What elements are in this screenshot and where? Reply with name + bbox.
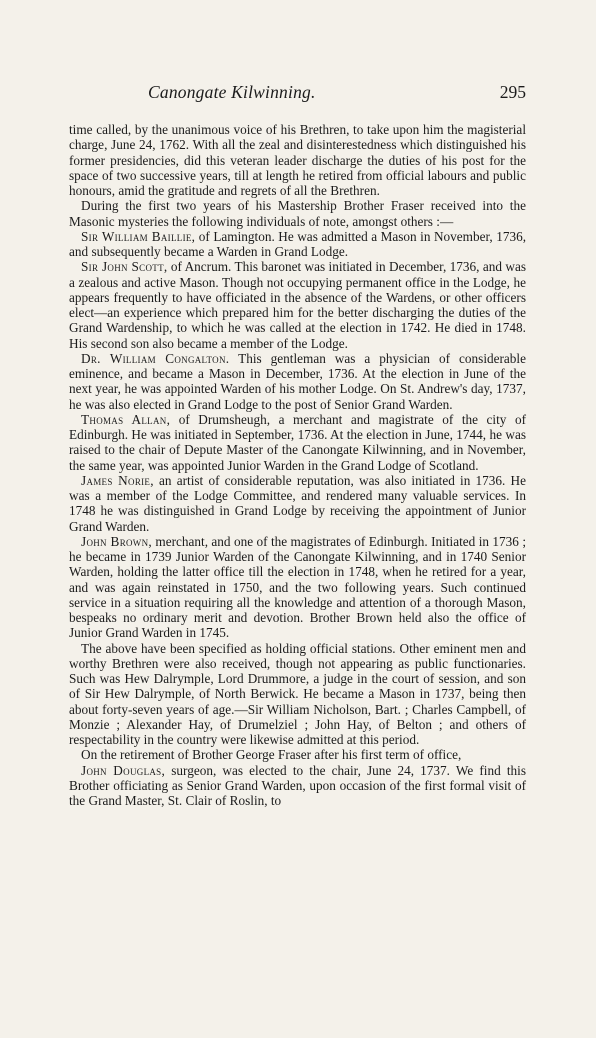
paragraph: Sir William Baillie, of Lamington. He was admitted a Mason in November, 1736, and subsequently became a Warden in Grand Lodge. <box>69 228 527 259</box>
running-title: Canongate Kilwinning. <box>148 82 316 102</box>
person-name: John Brown, <box>81 533 153 549</box>
person-name: Thomas Allan, <box>81 411 171 427</box>
person-name: James Norie, <box>81 472 154 488</box>
paragraph: On the retirement of Brother George Fraser after his first term of office, <box>81 747 462 763</box>
paragraph: John Brown, merchant, and one of the magistrates of Edinburgh. Initiated in 1736 ; he became in 1739 Junior Warden of the Canongate Kilwinning, and in 1740 Senior Warden, holding the latter office till the election in 1748, when he retired for a year, and was again reinstated in 1750, and the two following years. Such continued service in a situation requiring all the knowledge and attention of a thorough Mason, bespeaks no ordinary merit and devotion. Brother Brown held also the office of Junior Grand Warden in 1745. <box>69 533 526 641</box>
paragraph: During the first two years of his Mastership Brother Fraser received into the Masonic mysteries the following individuals of note, amongst others :— <box>69 198 526 229</box>
person-name: Dr. William Congalton. <box>81 350 230 366</box>
person-name: Sir John Scott, <box>81 259 168 275</box>
body-text <box>69 122 526 808</box>
paragraph: John Douglas, surgeon, was elected to the chair, June 24, 1737. We find this Brother officiating as Senior Grand Warden, upon occasion of the first formal visit of the Grand Master, St. Clair of Roslin, to <box>69 762 527 808</box>
page-number: 295 <box>499 82 526 102</box>
person-name: John Douglas, <box>81 762 166 778</box>
paragraph: James Norie, an artist of considerable reputation, was also initiated in 1736. He was a member of the Lodge Committee, and rendered many valuable services. In 1748 he was distinguished in Grand Lodge by receiving the appointment of Junior Grand Warden. <box>69 472 526 534</box>
page-header <box>69 82 526 108</box>
paragraph: Sir John Scott, of Ancrum. This baronet was initiated in December, 1736, and was a zealous and active Mason. Though not occupying permanent office in the Lodge, he appears frequently to have officiated in the absence of the Wardens, or other officers elect—an experience which prepared him for the better discharging the duties of the Grand Wardenship, to which he was called at the election in 1742. He died in 1748. His second son also became a member of the Lodge. <box>69 259 527 351</box>
paragraph: Dr. William Congalton. This gentleman was a physician of considerable eminence, and became a Mason in December, 1736. At the election in June of the next year, he was appointed Warden of his mother Lodge. On St. Andrew's day, 1737, he was also elected in Grand Lodge to the post of Senior Grand Warden. <box>69 350 526 412</box>
paragraph: time called, by the unanimous voice of his Brethren, to take upon him the magisterial charge, June 24, 1762. With all the zeal and disinterestedness which distinguished his former presidencies, did this veteran leader discharge the duties of his post for the space of two successive years, till at length he retired from official labours and public honours, amid the gratitude and regrets of all the Brethren. <box>69 122 526 198</box>
paragraph: The above have been specified as holding official stations. Other eminent men and worthy Brethren were also received, though not appearing as public functionaries. Such was Hew Dalrymple, Lord Drummore, a judge in the court of session, and son of Sir Hew Dalrymple, of North Berwick. He became a Mason in 1737, being then about forty-seven years of age.—Sir William Nicholson, Bart. ; Charles Campbell, of Monzie ; Alexander Hay, of Drumelziel ; John Hay, of Belton ; and others of respectability in the country were likewise admitted at this period. <box>69 640 526 747</box>
paragraph: Thomas Allan, of Drumsheugh, a merchant and magistrate of the city of Edinburgh. He was initiated in September, 1736. At the election in June, 1744, he was raised to the chair of Depute Master of the Canongate Kilwinning, and in November, the same year, was appointed Junior Warden in the Grand Lodge of Scotland. <box>69 411 526 473</box>
person-name: Sir William Baillie, <box>81 228 196 244</box>
